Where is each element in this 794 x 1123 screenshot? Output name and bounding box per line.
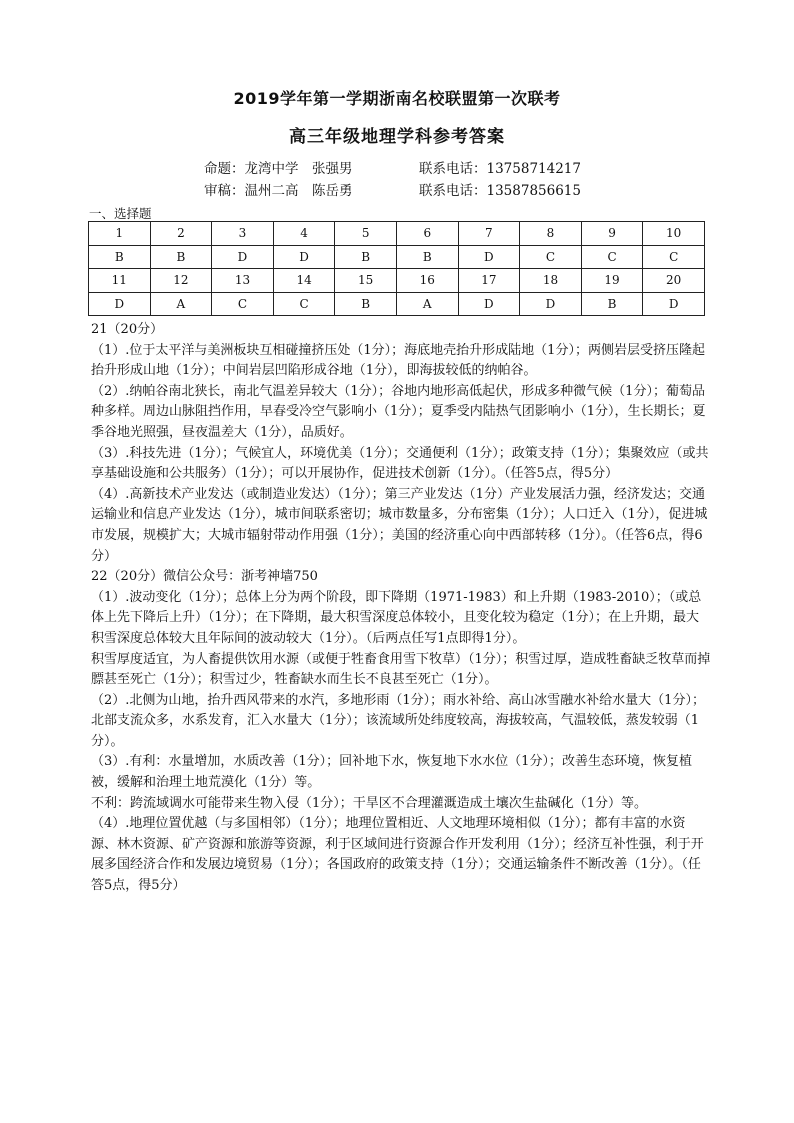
answer-body: [91, 320, 711, 897]
table-cell: 8: [520, 222, 582, 246]
table-cell: B: [396, 245, 458, 269]
table-cell: C: [581, 245, 643, 269]
q21-part4: （4）.高新技术产业发达（或制造业发达）（1分）；第三产业发达（1分）产业发展活力强，经济发达；交通运输业和信息产业发达（1分），城市间联系密切；城市数量多，分布密集（1分）；人口迁入（1分），促进城市发展，规模扩大；大城市辐射带动作用强（1分）；美国的经济重心向中西部转移（1分）。（任答6点，得6分）: [91, 486, 708, 564]
table-cell: 2: [150, 222, 212, 246]
table-cell: 11: [89, 269, 151, 293]
table-cell: 5: [335, 222, 397, 246]
table-cell: 12: [150, 269, 212, 293]
table-cell: B: [335, 245, 397, 269]
table-cell: D: [458, 245, 520, 269]
table-cell: 18: [520, 269, 582, 293]
answer-table: [88, 221, 705, 316]
q22-part3b: 不利：跨流域调水可能带来生物入侵（1分）；干旱区不合理灌溉造成土壤次生盐碱化（1分）等。: [91, 795, 648, 811]
section-title-choice: 一、选择题: [89, 206, 152, 221]
table-row-question-numbers: [89, 222, 705, 246]
author-1-contact: 联系电话：13758714217: [419, 161, 581, 177]
table-cell: 6: [396, 222, 458, 246]
table-cell: 14: [273, 269, 335, 293]
table-cell: 13: [212, 269, 274, 293]
table-cell: D: [89, 292, 151, 316]
q21-part2: （2）.纳帕谷南北狭长，南北气温差异较大（1分）；谷地内地形高低起伏，形成多种微气候（1分）；葡萄品种多样。周边山脉阻挡作用，早春受冷空气影响小（1分）；夏季受内陆热气团影响小（1分），生长期长；夏季谷地光照强，昼夜温差大（1分），品质好。: [91, 383, 706, 440]
table-cell: 19: [581, 269, 643, 293]
document-title: 2019学年第一学期浙南名校联盟第一次联考: [233, 89, 561, 108]
table-cell: 4: [273, 222, 335, 246]
table-cell: A: [396, 292, 458, 316]
table-cell: 7: [458, 222, 520, 246]
table-row-question-numbers: [89, 269, 705, 293]
table-cell: 15: [335, 269, 397, 293]
table-cell: 9: [581, 222, 643, 246]
author-line-2: [204, 179, 581, 199]
q22-part2: （2）.北侧为山地，抬升西风带来的水汽，多地形雨（1分）；雨水补给、高山冰雪融水补给水量大（1分）；北部支流众多，水系发育，汇入水量大（1分）；该流域所处纬度较高，海拔较高，气温较低，蒸发较弱（1分）。: [91, 692, 705, 749]
table-cell: B: [581, 292, 643, 316]
q22-part1b: 积雪厚度适宜，为人畜提供饮用水源（或便于牲畜食用雪下牧草）（1分）；积雪过厚，造成牲畜缺乏牧草而掉膘甚至死亡（1分）；积雪过少，牲畜缺水而生长不良甚至死亡（1分）。: [91, 651, 711, 688]
table-cell: 17: [458, 269, 520, 293]
q22-heading: 22（20分）微信公众号：浙考神墙750: [91, 569, 318, 585]
author-1-label: 命题：龙湾中学 张强男: [204, 161, 353, 177]
author-2-contact: 联系电话：13587856615: [419, 183, 581, 199]
q21-part3: （3）.科技先进（1分）；气候宜人，环境优美（1分）；交通便利（1分）；政策支持（1分）；集聚效应（或共享基础设施和公共服务）（1分）；可以开展协作，促进技术创新（1分）。（任答5点，得5分）: [91, 445, 709, 482]
table-cell: D: [273, 245, 335, 269]
author-line-1: [204, 157, 581, 177]
table-cell: C: [520, 245, 582, 269]
table-cell: 3: [212, 222, 274, 246]
table-cell: D: [643, 292, 705, 316]
table-cell: C: [212, 292, 274, 316]
table-row-answers: [89, 245, 705, 269]
table-cell: C: [273, 292, 335, 316]
q21-heading: 21（20分）: [91, 322, 164, 337]
q21-part1: （1）.位于太平洋与美洲板块互相碰撞挤压处（1分）；海底地壳抬升形成陆地（1分）；两侧岩层受挤压隆起抬升形成山地（1分）；中间岩层凹陷形成谷地（1分），即海拔较低的纳帕谷。: [91, 342, 705, 379]
table-cell: B: [150, 245, 212, 269]
table-cell: D: [212, 245, 274, 269]
table-cell: 20: [643, 269, 705, 293]
table-cell: C: [643, 245, 705, 269]
q22-part1: （1）.波动变化（1分）；总体上分为两个阶段，即下降期（1971-1983）和上升期（1983-2010）；（或总体上先下降后上升）（1分）；在下降期，最大积雪深度总体较小，且变化较为稳定（1分）；在上升期，最大积雪深度总体较大且年际间的波动较大（1分）。（后两点任写1点即得1分）。: [91, 589, 702, 646]
table-row-answers: [89, 292, 705, 316]
table-cell: D: [520, 292, 582, 316]
table-cell: B: [335, 292, 397, 316]
table-cell: B: [89, 245, 151, 269]
q22-part4: （4）.地理位置优越（与多国相邻）（1分）；地理位置相近、人文地理环境相似（1分）；都有丰富的水资源、林木资源、矿产资源和旅游等资源，利于区域间进行资源合作开发利用（1分）；经济互补性强，利于开展多国经济合作和发展边境贸易（1分）；各国政府的政策支持（1分）；交通运输条件不断改善（1分）。（任答5点，得5分）: [91, 816, 704, 894]
document-subtitle: 高三年级地理学科参考答案: [289, 127, 505, 147]
table-cell: 1: [89, 222, 151, 246]
q22-part3: （3）.有利：水量增加，水质改善（1分）；回补地下水，恢复地下水水位（1分）；改善生态环境，恢复植被，缓解和治理土地荒漠化（1分）等。: [91, 754, 692, 791]
table-cell: 10: [643, 222, 705, 246]
table-cell: 16: [396, 269, 458, 293]
table-cell: D: [458, 292, 520, 316]
author-2-label: 审稿：温州二高 陈岳勇: [204, 183, 353, 199]
table-cell: A: [150, 292, 212, 316]
